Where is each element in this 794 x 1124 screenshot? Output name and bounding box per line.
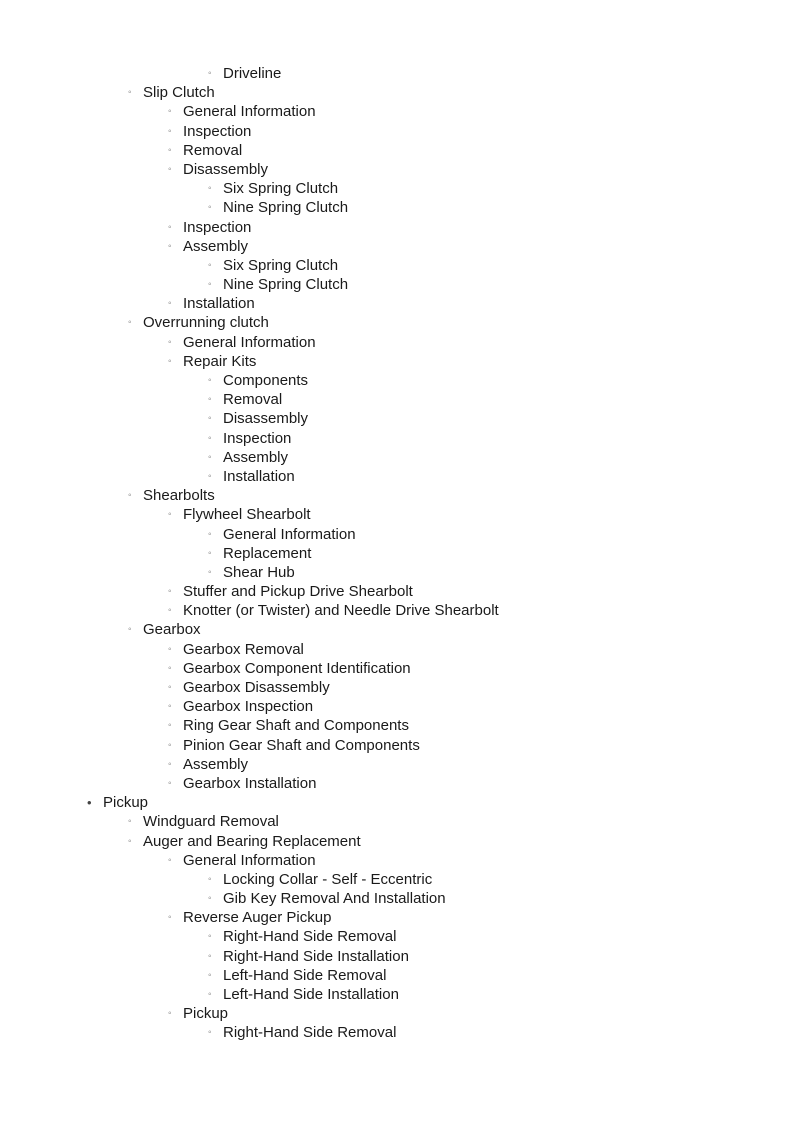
- bullet-hollow-icon: ◦: [128, 816, 132, 828]
- outline-item: [0, 736, 794, 755]
- bullet-hollow-icon: ◦: [168, 240, 172, 252]
- outline-item: [0, 1023, 794, 1042]
- outline-item-label: Knotter (or Twister) and Needle Drive Shearbolt: [183, 602, 499, 620]
- outline-item: [0, 640, 794, 659]
- outline-item: [0, 448, 794, 467]
- bullet-hollow-icon: ◦: [208, 547, 212, 559]
- outline-item-label: Locking Collar - Self - Eccentric: [223, 870, 433, 888]
- outline-item-label: Components: [223, 372, 309, 389]
- outline-item-label: Gearbox Inspection: [183, 698, 314, 716]
- outline-item-label: General Information: [183, 851, 316, 869]
- bullet-hollow-icon: ◦: [208, 931, 212, 943]
- bullet-hollow-icon: ◦: [168, 336, 172, 348]
- outline-item: [0, 563, 794, 582]
- bullet-hollow-icon: ◦: [128, 624, 132, 636]
- bullet-hollow-icon: ◦: [208, 432, 212, 444]
- bullet-hollow-icon: ◦: [168, 298, 172, 310]
- outline-item: [0, 486, 794, 505]
- outline-item: [0, 793, 794, 812]
- bullet-hollow-icon: ◦: [208, 394, 212, 406]
- bullet-hollow-icon: ◦: [128, 490, 132, 502]
- bullet-hollow-icon: ◦: [208, 202, 212, 214]
- outline-item: [0, 64, 794, 83]
- outline-item: [0, 908, 794, 927]
- outline-item: [0, 966, 794, 985]
- outline-item: [0, 582, 794, 601]
- bullet-hollow-icon: ◦: [168, 777, 172, 789]
- outline-item: [0, 275, 794, 294]
- bullet-hollow-icon: ◦: [128, 835, 132, 847]
- table-of-contents-outline: [0, 64, 794, 1043]
- bullet-filled-icon: •: [87, 795, 92, 811]
- outline-item: [0, 218, 794, 237]
- outline-item: [0, 390, 794, 409]
- bullet-hollow-icon: ◦: [128, 87, 132, 99]
- bullet-hollow-icon: ◦: [168, 1008, 172, 1020]
- outline-item: [0, 889, 794, 908]
- bullet-hollow-icon: ◦: [168, 509, 172, 521]
- bullet-hollow-icon: ◦: [208, 470, 212, 482]
- outline-item-label: Replacement: [223, 544, 312, 562]
- bullet-hollow-icon: ◦: [208, 1027, 212, 1039]
- bullet-hollow-icon: ◦: [208, 259, 212, 271]
- outline-item: [0, 774, 794, 793]
- outline-item: [0, 83, 794, 102]
- outline-item: [0, 371, 794, 390]
- outline-item: [0, 102, 794, 121]
- outline-item-label: Flywheel Shearbolt: [183, 506, 311, 524]
- outline-item: [0, 620, 794, 639]
- outline-item-label: Driveline: [223, 65, 282, 82]
- outline-item-label: General Information: [183, 333, 316, 351]
- bullet-hollow-icon: ◦: [168, 605, 172, 617]
- outline-item-label: Windguard Removal: [143, 813, 279, 831]
- outline-item-label: Inspection: [183, 218, 252, 236]
- outline-item-label: Overrunning clutch: [143, 314, 269, 332]
- bullet-hollow-icon: ◦: [168, 720, 172, 732]
- bullet-hollow-icon: ◦: [168, 355, 172, 367]
- outline-item: [0, 122, 794, 141]
- outline-item-label: General Information: [223, 525, 356, 543]
- outline-item-label: Six Spring Clutch: [223, 180, 339, 198]
- outline-item-label: Pinion Gear Shaft and Components: [183, 736, 420, 754]
- outline-item: [0, 601, 794, 620]
- outline-item-label: Disassembly: [223, 410, 309, 428]
- outline-item: [0, 678, 794, 697]
- outline-item: [0, 256, 794, 275]
- outline-item: [0, 755, 794, 774]
- outline-item-label: Gearbox Component Identification: [183, 659, 411, 677]
- outline-item-label: Nine Spring Clutch: [223, 199, 349, 217]
- outline-item-label: Nine Spring Clutch: [223, 276, 349, 294]
- outline-item: [0, 141, 794, 160]
- bullet-hollow-icon: ◦: [168, 144, 172, 156]
- outline-item-label: Right-Hand Side Installation: [223, 947, 409, 965]
- outline-item-label: Shear Hub: [223, 563, 295, 581]
- outline-item-label: Assembly: [223, 448, 289, 466]
- outline-item-label: Gib Key Removal And Installation: [223, 890, 446, 908]
- outline-item-label: Gearbox Disassembly: [183, 679, 330, 696]
- outline-item-label: Six Spring Clutch: [223, 256, 339, 274]
- outline-item: [0, 927, 794, 946]
- outline-item: [0, 333, 794, 352]
- bullet-hollow-icon: ◦: [168, 701, 172, 713]
- outline-item: [0, 198, 794, 217]
- bullet-hollow-icon: ◦: [208, 528, 212, 540]
- outline-item-label: Slip Clutch: [143, 84, 215, 102]
- bullet-hollow-icon: ◦: [168, 682, 172, 693]
- outline-item: [0, 409, 794, 428]
- outline-item-label: Repair Kits: [183, 352, 257, 370]
- outline-item: [0, 659, 794, 678]
- bullet-hollow-icon: ◦: [168, 739, 172, 751]
- bullet-hollow-icon: ◦: [208, 893, 212, 905]
- outline-item-label: Removal: [223, 391, 283, 409]
- bullet-hollow-icon: ◦: [208, 566, 212, 578]
- bullet-hollow-icon: ◦: [208, 873, 212, 885]
- bullet-hollow-icon: ◦: [168, 643, 172, 655]
- outline-item: [0, 352, 794, 371]
- outline-item-label: Left-Hand Side Removal: [223, 966, 387, 984]
- bullet-hollow-icon: ◦: [128, 317, 132, 329]
- outline-item-label: Inspection: [183, 122, 252, 140]
- outline-item-label: Gearbox Installation: [183, 774, 317, 792]
- outline-item-label: Right-Hand Side Removal: [223, 1024, 397, 1042]
- outline-item: [0, 947, 794, 966]
- outline-item: [0, 812, 794, 831]
- outline-item-label: Gearbox Removal: [183, 640, 304, 658]
- outline-item-label: Installation: [183, 295, 255, 313]
- outline-item: [0, 716, 794, 735]
- outline-item: [0, 429, 794, 448]
- outline-item-label: Inspection: [223, 429, 292, 447]
- outline-item-label: Pickup: [183, 1005, 229, 1023]
- bullet-hollow-icon: ◦: [208, 183, 212, 195]
- outline-item: [0, 237, 794, 256]
- bullet-hollow-icon: ◦: [168, 586, 172, 598]
- bullet-hollow-icon: ◦: [208, 969, 212, 981]
- bullet-hollow-icon: ◦: [208, 451, 212, 463]
- outline-item: [0, 179, 794, 198]
- outline-item: [0, 160, 794, 179]
- bullet-hollow-icon: ◦: [208, 989, 212, 1000]
- outline-item: [0, 851, 794, 870]
- outline-item-label: Left-Hand Side Installation: [223, 986, 399, 1003]
- outline-item: [0, 525, 794, 544]
- outline-item-label: Shearbolts: [143, 487, 215, 505]
- bullet-hollow-icon: ◦: [168, 854, 172, 866]
- outline-item-label: Ring Gear Shaft and Components: [183, 717, 409, 735]
- bullet-hollow-icon: ◦: [168, 662, 172, 674]
- bullet-hollow-icon: ◦: [208, 279, 212, 291]
- outline-item: [0, 985, 794, 1004]
- outline-item: [0, 544, 794, 563]
- outline-item: [0, 467, 794, 486]
- bullet-hollow-icon: ◦: [168, 221, 172, 233]
- bullet-hollow-icon: ◦: [168, 163, 172, 175]
- bullet-hollow-icon: ◦: [168, 106, 172, 118]
- bullet-hollow-icon: ◦: [208, 375, 212, 386]
- outline-item-label: Stuffer and Pickup Drive Shearbolt: [183, 583, 413, 601]
- outline-item-label: Assembly: [183, 237, 249, 255]
- bullet-hollow-icon: ◦: [168, 125, 172, 137]
- outline-item: [0, 505, 794, 524]
- bullet-hollow-icon: ◦: [208, 413, 212, 425]
- outline-item: [0, 313, 794, 332]
- outline-item-label: Disassembly: [183, 160, 269, 178]
- outline-item-label: Removal: [183, 141, 243, 159]
- outline-item: [0, 870, 794, 889]
- outline-item: [0, 697, 794, 716]
- outline-item-label: Gearbox: [143, 621, 201, 639]
- outline-item: [0, 832, 794, 851]
- bullet-hollow-icon: ◦: [168, 912, 172, 924]
- outline-item-label: Assembly: [183, 755, 249, 773]
- outline-item: [0, 1004, 794, 1023]
- bullet-hollow-icon: ◦: [168, 758, 172, 770]
- outline-item-label: Installation: [223, 467, 295, 485]
- outline-item: [0, 294, 794, 313]
- bullet-hollow-icon: ◦: [208, 950, 212, 962]
- outline-item-label: Right-Hand Side Removal: [223, 928, 397, 946]
- outline-item-label: General Information: [183, 103, 316, 121]
- outline-item-label: Pickup: [103, 794, 149, 812]
- bullet-hollow-icon: ◦: [208, 68, 212, 79]
- outline-item-label: Auger and Bearing Replacement: [143, 832, 361, 850]
- outline-item-label: Reverse Auger Pickup: [183, 909, 332, 927]
